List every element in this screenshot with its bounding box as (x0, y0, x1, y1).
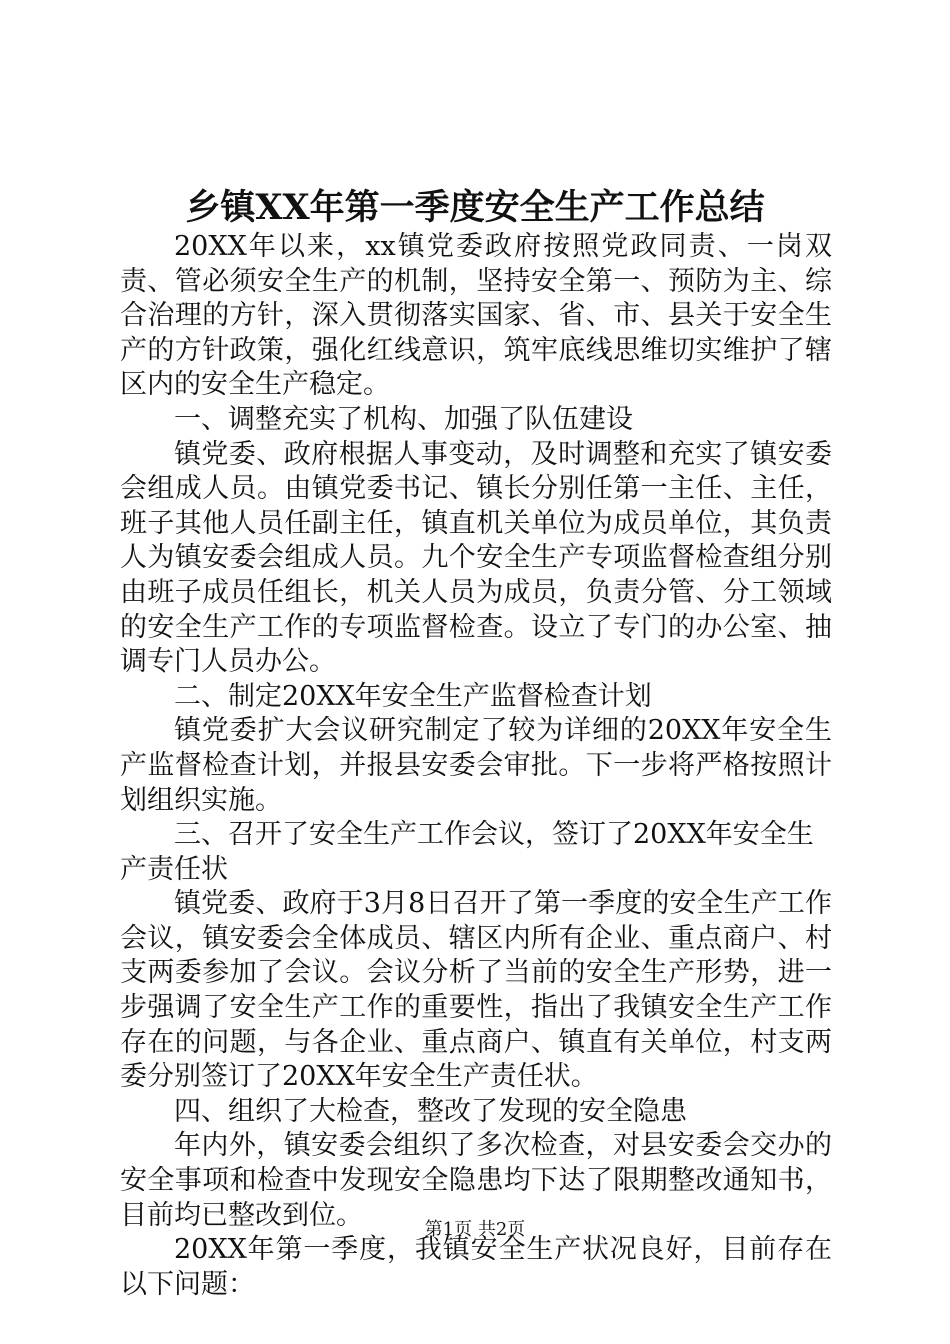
paragraph-section-2: 镇党委扩大会议研究制定了较为详细的20XX年安全生产监督检查计划，并报县安委会审批。下一步将严格按照计划组织实施。 (120, 715, 832, 816)
paragraph-section-1: 镇党委、政府根据人事变动，及时调整和充实了镇安委会组成人员。由镇党委书记、镇长分别任第一主任、主任，班子其他人员任副主任，镇直机关单位为成员单位，其负责人为镇安委会组成人员。九个安全生产专项监督检查组分别由班子成员任组长，机关人员为成员，负责分管、分工领域的安全生产工作的专项监督检查。设立了专门的办公室、抽调专门人员办公。 (120, 438, 832, 678)
section-heading-4: 四、组织了大检查，整改了发现的安全隐患 (174, 1095, 687, 1127)
paragraph-section-3: 镇党委、政府于3月8日召开了第一季度的安全生产工作会议，镇安委会全体成员、辖区内所有企业、重点商户、村支两委参加了会议。会议分析了当前的安全生产形势，进一步强调了安全生产工作的重要性，指出了我镇安全生产工作存在的问题，与各企业、重点商户、镇直有关单位，村支两委分别签订了20XX年安全生产责任状。 (120, 888, 832, 1093)
section-heading-3: 三、召开了安全生产工作会议，签订了20XX年安全生产责任状 (120, 819, 814, 885)
paragraph-section-4: 年内外，镇安委会组织了多次检查，对县安委会交办的安全事项和检查中发现安全隐患均下达了限期整改通知书，目前均已整改到位。 (120, 1130, 832, 1231)
document-body (120, 230, 832, 1302)
page-title: 乡镇XX年第一季度安全生产工作总结 (185, 187, 765, 228)
section-heading-2: 二、制定20XX年安全生产监督检查计划 (174, 680, 652, 712)
page-footer: 第1页 共2页 (424, 1219, 526, 1240)
paragraph-intro: 20XX年以来，xx镇党委政府按照党政同责、一岗双责、管必须安全生产的机制，坚持安全第一、预防为主、综合治理的方针，深入贯彻落实国家、省、市、县关于安全生产的方针政策，强化红线意识，筑牢底线思维切实维护了辖区内的安全生产稳定。 (120, 231, 832, 401)
section-heading-1: 一、调整充实了机构、加强了队伍建设 (174, 403, 633, 435)
paragraph-problems-intro: 20XX年第一季度，我镇安全生产状况良好，目前存在以下问题： (120, 1234, 832, 1300)
